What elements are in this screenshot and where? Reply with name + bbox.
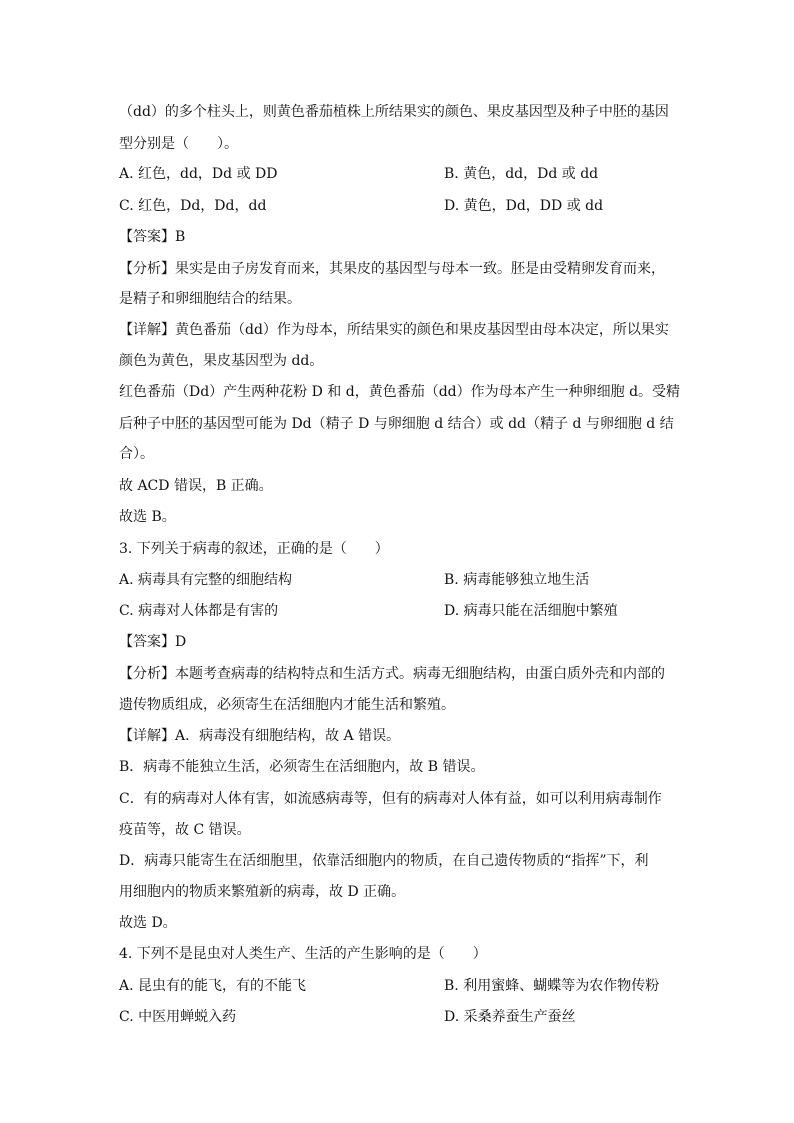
option-a: A. 昆虫有的能飞，有的不能飞 (119, 978, 307, 994)
explanation-line: 【详解】A．病毒没有细胞结构，故 A 错误。 (119, 728, 401, 744)
text-line: D．病毒只能寄生在活细胞里，依靠活细胞内的物质，在自己遗传物质的“指挥”下，利 (119, 853, 649, 869)
explanation-line: 【详解】黄色番茄（dd）作为母本，所结果实的颜色和果皮基因型由母本决定，所以果实 (119, 322, 669, 338)
option-d: D. 采桑养蚕生产蚕丝 (444, 1009, 576, 1025)
text-line: 是精子和卵细胞结合的结果。 (119, 291, 301, 307)
text-line: 用细胞内的物质来繁殖新的病毒，故 D 正确。 (119, 884, 406, 900)
question-4: 4. 下列不是昆虫对人类生产、生活的产生影响的是（ ） (119, 946, 487, 962)
option-c: C. 中医用蝉蜕入药 (119, 1009, 237, 1025)
question-3: 3. 下列关于病毒的叙述，正确的是（ ） (119, 541, 389, 557)
text-line: 故选 B。 (119, 509, 176, 525)
answer-line: 【答案】D (119, 634, 187, 650)
text-line: 疫苗等，故 C 错误。 (119, 822, 251, 838)
text-line: 遗传物质组成，必须寄生在活细胞内才能生活和繁殖。 (119, 697, 455, 713)
text-line: 故选 D。 (119, 915, 177, 931)
text-line: 型分别是（ ）。 (119, 136, 238, 152)
analysis-line: 【分析】本题考查病毒的结构特点和生活方式。病毒无细胞结构，由蛋白质外壳和内部的 (119, 666, 665, 682)
analysis-line: 【分析】果实是由子房发育而来，其果皮的基因型与母本一致。胚是由受精卵发育而来， (119, 261, 665, 277)
option-b: B. 利用蜜蜂、蝴蝶等为农作物传粉 (444, 978, 660, 994)
text-line: 颜色为黄色，果皮基因型为 dd。 (119, 353, 324, 369)
answer-line: 【答案】B (119, 229, 186, 245)
option-c: C. 病毒对人体都是有害的 (119, 603, 279, 619)
text-line: 红色番茄（Dd）产生两种花粉 D 和 d，黄色番茄（dd）作为母本产生一种卵细胞 d。受精 (119, 384, 681, 400)
option-a: A. 红色，dd，Dd 或 DD (119, 166, 278, 182)
option-b: B. 黄色，dd，Dd 或 dd (444, 166, 599, 182)
text-line: 后种子中胚的基因型可能为 Dd（精子 D 与卵细胞 d 结合）或 dd（精子 d 与卵细胞 d 结 (119, 416, 674, 432)
text-line: （dd）的多个柱头上，则黄色番茄植株上所结果实的颜色、果皮基因型及种子中胚的基因 (119, 104, 669, 120)
text-line: 故 ACD 错误，B 正确。 (119, 478, 273, 494)
text-line: 合）。 (119, 446, 154, 462)
option-d: D. 病毒只能在活细胞中繁殖 (444, 603, 618, 619)
option-a: A. 病毒具有完整的细胞结构 (119, 572, 293, 588)
option-c: C. 红色，Dd，Dd，dd (119, 198, 267, 214)
option-d: D. 黄色，Dd，DD 或 dd (444, 198, 604, 214)
text-line: C．有的病毒对人体有害，如流感病毒等，但有的病毒对人体有益，如可以利用病毒制作 (119, 791, 662, 807)
text-line: B．病毒不能独立生活，必须寄生在活细胞内，故 B 错误。 (119, 759, 485, 775)
option-b: B. 病毒能够独立地生活 (444, 572, 590, 588)
